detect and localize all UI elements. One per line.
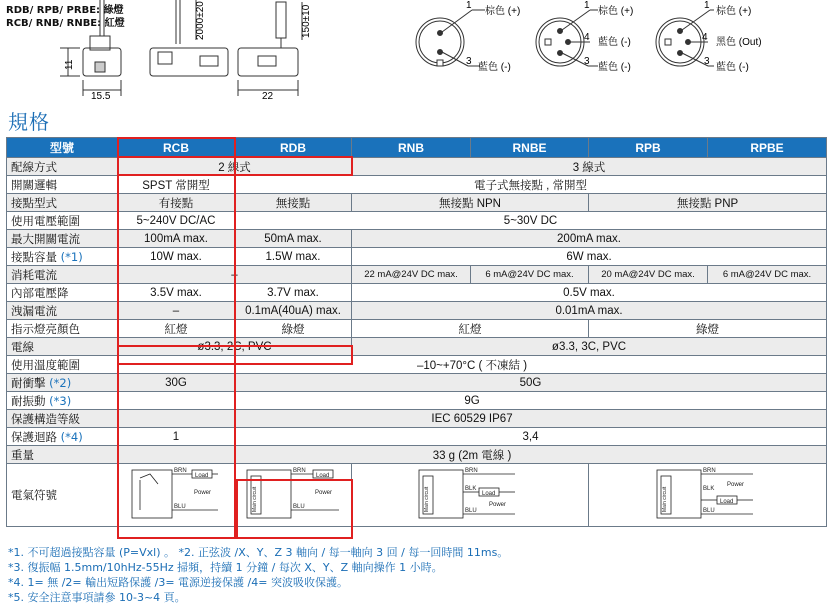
connector2-pin3: 3 (584, 56, 590, 67)
table-cell: 6 mA@24V DC max. (708, 266, 827, 284)
table-row (7, 302, 827, 320)
table-cell: 有接點 (118, 194, 235, 212)
circuit-symbol-npn (352, 464, 589, 527)
header-rnb: RNB (352, 138, 471, 158)
table-cell: 3.7V max. (235, 284, 352, 302)
table-cell: 無接點 (235, 194, 352, 212)
row-label-text: 耐衝擊 (11, 375, 46, 390)
table-cell: 0.1mA(40uA) max. (235, 302, 352, 320)
table-cell: 紅燈 (352, 320, 589, 338)
table-row (7, 176, 827, 194)
svg-text:Load: Load (316, 472, 330, 479)
table-cell: – (118, 302, 235, 320)
footnote-5: *5. 安全注意事項請參 10-3~4 頁。 (8, 591, 186, 604)
row-label (7, 248, 118, 266)
header-rpb: RPB (589, 138, 708, 158)
table-cell: 20 mA@24V DC max. (589, 266, 708, 284)
footnote-ref: (*3) (49, 393, 72, 408)
row-label-text: 接點容量 (11, 249, 57, 264)
connector1-pin3: 3 (466, 56, 472, 67)
footnote-1-2: *1. 不可超過接點容量 (P=Vxl) 。 *2. 正弦波 /X、Y、Z 3 軸向 / 每一軸向 3 回 / 每一回時間 11ms。 (8, 546, 509, 559)
dim-cable-2000: 2000±20 (195, 1, 206, 40)
table-cell: 6W max. (352, 248, 827, 266)
table-row (7, 446, 827, 464)
row-label: 內部電壓降 (7, 284, 118, 302)
row-label: 保護構造等級 (7, 410, 118, 428)
row-label (7, 428, 118, 446)
table-cell: 10W max. (118, 248, 235, 266)
table-cell: 50G (235, 374, 827, 392)
table-row (7, 158, 827, 176)
table-cell: 0.01mA max. (352, 302, 827, 320)
table-row (7, 266, 827, 284)
connector3-label4: 黑色 (Out) (716, 37, 762, 48)
svg-text:Power: Power (726, 481, 744, 488)
svg-text:BLK: BLK (702, 485, 714, 492)
connector3-pin3: 3 (704, 56, 710, 67)
row-label: 最大開關電流 (7, 230, 118, 248)
row-label: 配線方式 (7, 158, 118, 176)
svg-text:Power: Power (194, 489, 212, 496)
connector3-label3: 藍色 (-) (716, 62, 749, 73)
connector2-label4: 藍色 (-) (598, 37, 631, 48)
footnote-4: *4. 1= 無 /2= 輸出短路保護 /3= 電源逆接保護 /4= 突波吸收保護。 (8, 576, 348, 589)
row-label: 開關邏輯 (7, 176, 118, 194)
table-row (7, 284, 827, 302)
header-rdb: RDB (235, 138, 352, 158)
row-label: 使用電壓範圍 (7, 212, 118, 230)
row-label (7, 392, 118, 410)
row-label: 接點型式 (7, 194, 118, 212)
connector3-label1: 棕色 (+) (716, 6, 752, 17)
table-cell: 5~240V DC/AC (118, 212, 235, 230)
svg-text:Power: Power (489, 501, 507, 508)
circuit-symbol-rdb (235, 464, 352, 527)
table-cell: 2 線式 (118, 158, 352, 176)
sensor-front-view (60, 0, 121, 96)
table-row (7, 230, 827, 248)
connector3-pin4: 4 (702, 32, 708, 43)
row-label (7, 374, 118, 392)
row-label: 電氣符號 (7, 464, 118, 527)
table-cell: 綠燈 (235, 320, 352, 338)
connector3-pin1: 1 (704, 0, 710, 11)
footnotes (8, 545, 508, 605)
table-cell: 200mA max. (352, 230, 827, 248)
footnote-ref: (*1) (60, 249, 83, 264)
dim-width-15-5: 15.5 (91, 91, 111, 102)
header-model: 型號 (7, 138, 118, 158)
circuit-diagram-rdb (243, 466, 343, 522)
connector1-label1: 棕色 (+) (485, 6, 521, 17)
connector-2pin-diagram (416, 10, 485, 66)
table-cell: 0.5V max. (352, 284, 827, 302)
table-cell: 3.5V max. (118, 284, 235, 302)
svg-text:BLU: BLU (174, 503, 186, 510)
table-cell: 3,4 (235, 428, 827, 446)
svg-text:Load: Load (195, 472, 209, 479)
table-cell: – (118, 266, 352, 284)
table-cell: ø3.3, 3C, PVC (352, 338, 827, 356)
row-label-text: 保護迴路 (11, 429, 57, 444)
svg-text:BLU: BLU (465, 507, 477, 514)
table-header-row (7, 138, 827, 158)
table-row (7, 320, 827, 338)
row-label: 使用溫度範圍 (7, 356, 118, 374)
row-label: 電線 (7, 338, 118, 356)
row-label: 重量 (7, 446, 118, 464)
circuit-diagram-pnp (653, 466, 763, 522)
table-cell: 1.5W max. (235, 248, 352, 266)
svg-text:BRN: BRN (465, 467, 478, 474)
connector2-label1: 棕色 (+) (598, 6, 634, 17)
table-cell: 1 (118, 428, 235, 446)
dimension-drawing-area (0, 0, 830, 104)
connector1-pin1: 1 (466, 0, 472, 11)
sensor-side-view (150, 0, 228, 76)
svg-text:BRN: BRN (293, 467, 306, 474)
legend-line-red: RCB/ RNB/ RNBE: 紅燈 (6, 18, 125, 29)
connector2-pin1: 1 (584, 0, 590, 11)
svg-text:Power: Power (315, 489, 333, 496)
table-cell: 電子式無接點 , 常開型 (235, 176, 827, 194)
connector2-label3: 藍色 (-) (598, 62, 631, 73)
legend-line-green: RDB/ RPB/ PRBE: 綠燈 (6, 5, 124, 16)
table-cell: 無接點 PNP (589, 194, 827, 212)
dim-height-11: 11 (64, 59, 75, 70)
table-row (7, 248, 827, 266)
circuit-diagram-npn (415, 466, 525, 522)
table-row (7, 410, 827, 428)
svg-text:BLU: BLU (293, 503, 305, 510)
dim-width-22: 22 (262, 91, 274, 102)
circuit-diagram-rcb (128, 466, 224, 522)
svg-text:Load: Load (482, 490, 496, 497)
table-cell: 3 線式 (352, 158, 827, 176)
table-cell: 100mA max. (118, 230, 235, 248)
svg-text:Main circuit: Main circuit (252, 486, 258, 512)
table-cell: 無接點 NPN (352, 194, 589, 212)
table-cell: 50mA max. (235, 230, 352, 248)
row-label: 洩漏電流 (7, 302, 118, 320)
svg-text:Main circuit: Main circuit (661, 486, 668, 512)
connector2-pin4: 4 (584, 32, 590, 43)
dimension-diagrams-svg (0, 0, 830, 104)
row-label-text: 耐振動 (11, 393, 46, 408)
footnote-3: *3. 復振幅 1.5mm/10hHz-55Hz 掃頻，持續 1 分鐘 / 每次 X、Y、Z 軸向操作 1 小時。 (8, 561, 443, 574)
table-row (7, 428, 827, 446)
table-row (7, 374, 827, 392)
row-label: 指示燈亮顏色 (7, 320, 118, 338)
footnote-ref: (*4) (60, 429, 83, 444)
table-row (7, 464, 827, 527)
row-label: 消耗電流 (7, 266, 118, 284)
header-rpbe: RPBE (708, 138, 827, 158)
header-rcb: RCB (118, 138, 235, 158)
circuit-symbol-pnp (589, 464, 827, 527)
table-cell: 30G (118, 374, 235, 392)
svg-text:BRN: BRN (702, 467, 716, 474)
svg-text:BLK: BLK (465, 485, 477, 492)
table-cell: 5~30V DC (235, 212, 827, 230)
footnote-ref: (*2) (49, 375, 72, 390)
table-cell: 綠燈 (589, 320, 827, 338)
dim-cable-150: 150±10 (301, 4, 312, 38)
table-cell: IEC 60529 IP67 (118, 410, 827, 428)
table-cell: –10~+70°C ( 不凍結 ) (118, 356, 827, 374)
table-cell: ø3.3, 2C, PVC (118, 338, 352, 356)
table-row (7, 194, 827, 212)
table-cell: 9G (118, 392, 827, 410)
circuit-symbol-rcb (118, 464, 235, 527)
connector1-label3: 藍色 (-) (478, 62, 511, 73)
table-cell: 6 mA@24V DC max. (471, 266, 589, 284)
spec-table (6, 137, 827, 527)
table-cell: SPST 常開型 (118, 176, 235, 194)
table-row (7, 356, 827, 374)
svg-text:BLU: BLU (702, 507, 715, 514)
svg-text:Load: Load (719, 498, 733, 505)
svg-text:Main circuit: Main circuit (424, 486, 430, 512)
svg-text:BRN: BRN (174, 467, 187, 474)
table-row (7, 338, 827, 356)
section-title: 規格 (8, 110, 50, 134)
table-row (7, 212, 827, 230)
table-cell: 33 g (2m 電線 ) (118, 446, 827, 464)
table-cell: 紅燈 (118, 320, 235, 338)
table-cell: 22 mA@24V DC max. (352, 266, 471, 284)
header-rnbe: RNBE (471, 138, 589, 158)
sensor-top-view (238, 2, 302, 96)
table-row (7, 392, 827, 410)
